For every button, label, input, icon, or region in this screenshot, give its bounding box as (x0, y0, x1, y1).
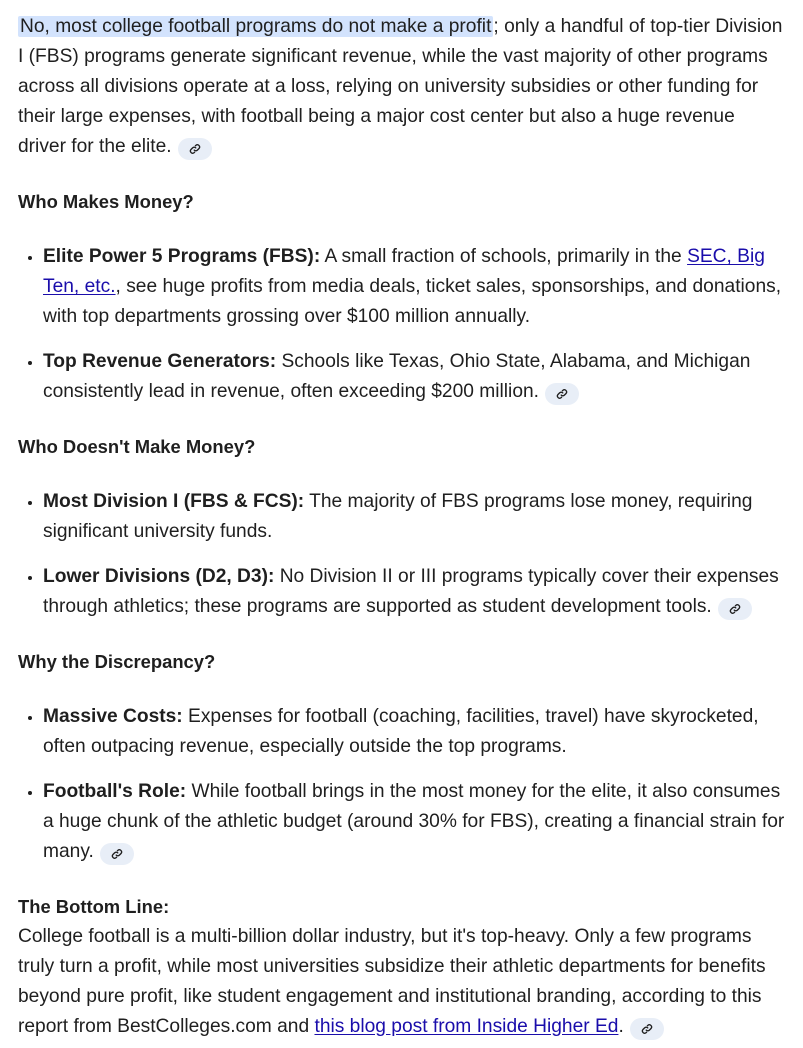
item-text: Expenses for football (coaching, facilities, travel) have skyrocketed, often outpacing revenue, especially outside the top programs. (43, 706, 759, 757)
list-item (43, 702, 785, 762)
item-label: Lower Divisions (D2, D3): (43, 566, 275, 587)
citation-chip[interactable] (545, 383, 579, 405)
list-item (43, 242, 785, 332)
item-label: Top Revenue Generators: (43, 351, 277, 372)
item-text: No Division II or III programs typically cover their expenses through athletics; these programs are supported as student development tools. (43, 566, 779, 617)
list-discrepancy (18, 702, 785, 867)
section-heading-bottom-line: The Bottom Line: (18, 896, 170, 917)
item-label: Most Division I (FBS & FCS): (43, 491, 305, 512)
list-item (43, 562, 785, 622)
list-item (43, 777, 785, 867)
item-label: Football's Role: (43, 781, 187, 802)
citation-chip[interactable] (178, 138, 212, 160)
section-heading-doesnt-make-money: Who Doesn't Make Money? (18, 436, 256, 457)
citation-chip[interactable] (100, 843, 134, 865)
item-text: While football brings in the most money for the elite, it also consumes a huge chunk of the athletic budget (around 30% for FBS), creating a financial strain for many. (43, 781, 785, 862)
item-label: Massive Costs: (43, 706, 183, 727)
link-icon (556, 388, 568, 400)
section-heading-discrepancy: Why the Discrepancy? (18, 651, 216, 672)
item-text: A small fraction of schools, primarily in the (320, 246, 688, 267)
bottom-line-section (18, 892, 785, 1042)
list-item (43, 347, 785, 407)
intro-text: ; only a handful of top-tier Division I (FBS) programs generate significant revenue, while the vast majority of other programs across all divisions operate at a loss, relying on university subsidies or other funding for their large expenses, with football being a major cost center but also a huge revenue driver for the elite. (18, 16, 783, 157)
link-icon (641, 1023, 653, 1035)
inside-higher-ed-link[interactable]: this blog post from Inside Higher Ed (314, 1016, 619, 1037)
item-text: The majority of FBS programs lose money, requiring significant university funds. (43, 491, 753, 542)
intro-paragraph (18, 12, 785, 162)
link-icon (189, 143, 201, 155)
link-icon (729, 603, 741, 615)
citation-chip[interactable] (630, 1018, 664, 1040)
link-icon (111, 848, 123, 860)
item-text: Schools like Texas, Ohio State, Alabama, and Michigan consistently lead in revenue, often exceeding $200 million. (43, 351, 751, 402)
list-item (43, 487, 785, 547)
item-label: Elite Power 5 Programs (FBS): (43, 246, 321, 267)
bottom-line-text: College football is a multi-billion dollar industry, but it's top-heavy. Only a few programs truly turn a profit, while most universities subsidize their athletic departments for benefits beyond pure profit, like student engagement and institutional branding, according to this report from BestColleges.com and (18, 926, 766, 1037)
list-makes-money (18, 242, 785, 407)
sec-big-ten-link[interactable]: SEC, Big Ten, etc. (43, 246, 765, 297)
list-doesnt-make-money (18, 487, 785, 622)
citation-chip[interactable] (718, 598, 752, 620)
bottom-line-period: . (618, 1016, 624, 1037)
highlighted-answer: No, most college football programs do not make a profit (20, 16, 492, 37)
item-text: , see huge profits from media deals, ticket sales, sponsorships, and donations, with top departments grossing over $100 million annually. (43, 276, 782, 327)
bottom-line-paragraph (18, 922, 785, 1042)
section-heading-makes-money: Who Makes Money? (18, 191, 194, 212)
